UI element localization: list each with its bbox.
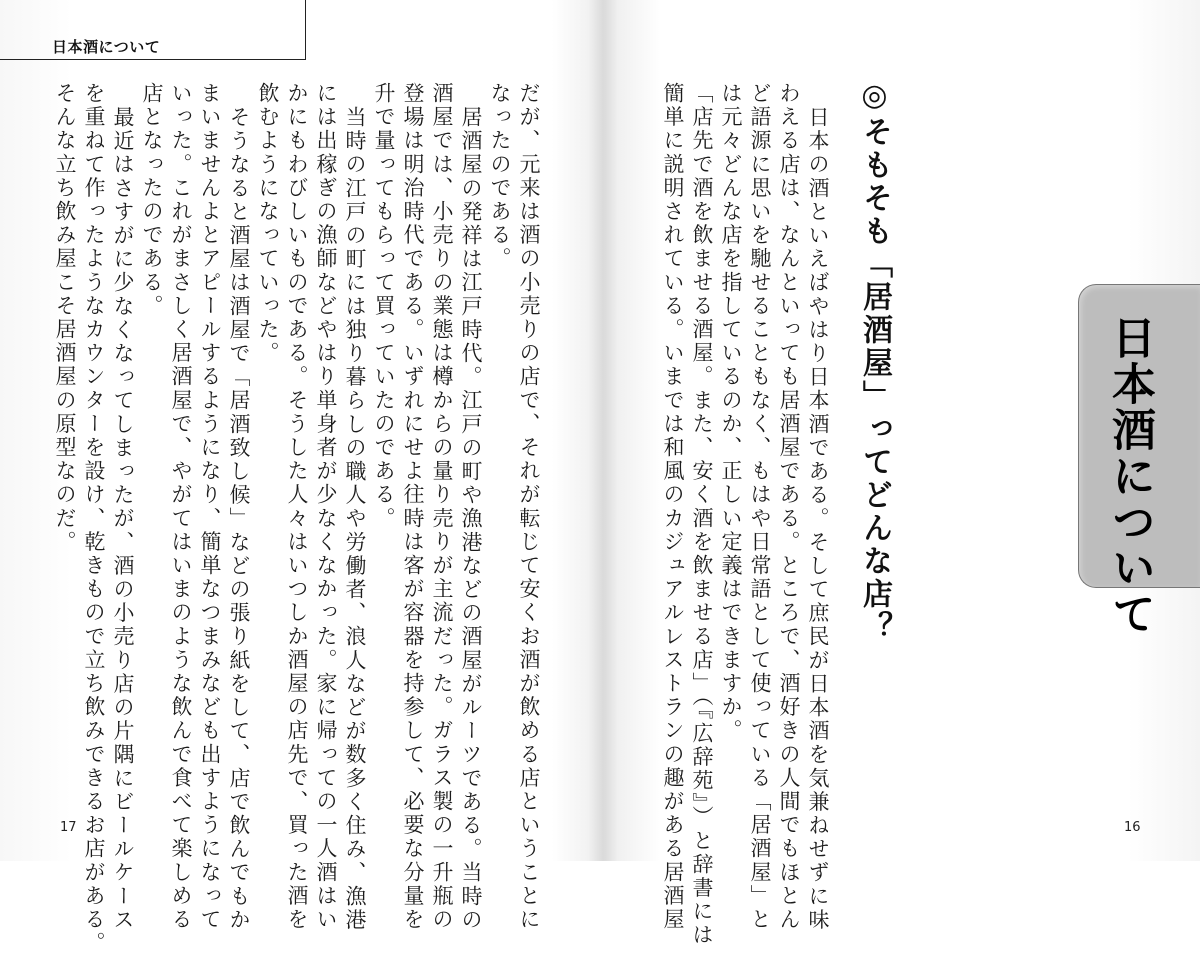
right-line-4: は元々どんな店を指しているのか、正しい定義はできますか。 <box>719 82 743 743</box>
left-line-14: 店となったのである。 <box>140 82 164 318</box>
left-line-8: には出稼ぎの漁師などやはり単身者が少なくなかった。家に帰っての一人酒はい <box>314 82 338 932</box>
chapter-tab-label: 日本酒について <box>1104 315 1155 637</box>
left-line-5: 登場は明治時代である。いずれにせよ往時は客が容器を持参して、必要な分量を <box>401 82 425 932</box>
right-page-number: 16 <box>1124 820 1141 835</box>
left-line-4: 酒屋では、小売りの業態は樽からの量り売りが主流だった。ガラス製の一升瓶の <box>430 82 454 932</box>
left-line-17: そんな立ち飲み屋こそ居酒屋の原型なのだ。 <box>53 82 77 554</box>
left-line-9: かにもわびしいものである。そうした人々はいつしか酒屋の店先で、買った酒を <box>285 82 309 932</box>
section-heading: ◎そもそも「居酒屋」ってどんな店？ <box>857 78 892 644</box>
right-line-3: ど語源に思いを馳せることもなく、もはや日常語として使っている「居酒屋」と <box>748 82 772 932</box>
right-line-5: 「店先で酒を飲ませる酒屋。また、安く酒を飲ませる店」（『広辞苑』）と辞書には <box>690 82 714 948</box>
left-line-7: 当時の江戸の町には独り暮らしの職人や労働者、浪人などが数多く住み、漁港 <box>343 106 367 932</box>
chapter-tab <box>1078 284 1200 637</box>
left-page-number: 17 <box>60 820 77 835</box>
left-line-11: そうなると酒屋は酒屋で「居酒致し候」などの張り紙をして、店で飲んでもか <box>227 106 251 932</box>
right-line-1: 日本の酒といえばやはり日本酒である。そして庶民が日本酒を気兼ねせずに味 <box>806 106 830 932</box>
gutter-shadow <box>588 0 618 861</box>
running-header-box <box>0 0 306 60</box>
left-line-1: だが、元来は酒の小売りの店で、それが転じて安くお酒が飲める店ということに <box>517 82 541 932</box>
left-line-10: 飲むようになっていった。 <box>256 82 280 366</box>
left-line-15: 最近はさすがに少なくなってしまったが、酒の小売り店の片隅にビールケース <box>111 106 135 932</box>
left-line-16: を重ねて作ったようなカウンターを設け、乾きもので立ち飲みできるお店がある。 <box>82 82 106 955</box>
left-line-12: まいませんよとアピールするようになり、簡単なつまみなども出すようになって <box>198 82 222 932</box>
left-line-13: いった。これがまさしく居酒屋で、やがてはいまのような飲んで食べて楽しめる <box>169 82 193 932</box>
left-line-6: 升で量ってもらって買っていたのである。 <box>372 82 396 531</box>
left-line-3: 居酒屋の発祥は江戸時代。江戸の町や漁港などの酒屋がルーツである。当時の <box>459 106 483 932</box>
running-header: 日本酒について <box>52 38 161 56</box>
left-line-2: なったのである。 <box>488 82 512 271</box>
right-line-2: わえる店は、なんといっても居酒屋である。ところで、酒好きの人間でもほとん <box>777 82 801 932</box>
right-line-6: 簡単に説明されている。いまでは和風のカジュアルレストランの趣がある居酒屋 <box>661 82 685 932</box>
